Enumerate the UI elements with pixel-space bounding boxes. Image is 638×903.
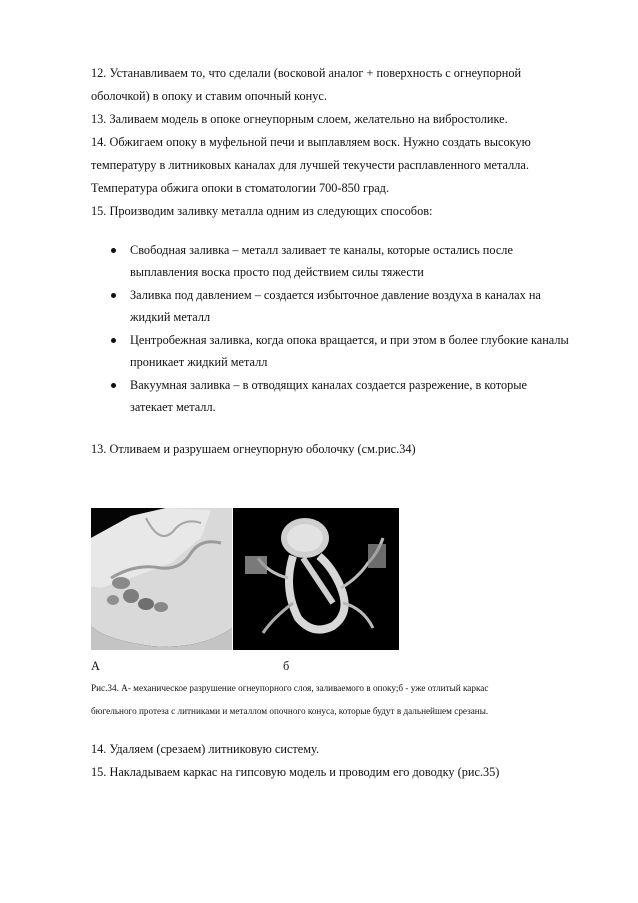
bullet-line: жидкий металл	[130, 310, 211, 324]
figure-photo-a	[91, 508, 232, 650]
paragraph-line: Температура обжига опоки в стоматологии 700-850 град.	[91, 181, 390, 195]
paragraph-line: 13. Отливаем и разрушаем огнеупорную оболочку (см.рис.34)	[91, 442, 416, 456]
bullet-line: Центробежная заливка, когда опока вращается, и при этом в более глубокие каналы	[130, 333, 569, 347]
paragraph-line: 12. Устанавливаем то, что сделали (восковой аналог + поверхность с огнеупорной	[91, 66, 522, 80]
figure-photo-b	[233, 508, 399, 650]
figure-label-b: б	[283, 659, 290, 673]
bullet-line: Заливка под давлением – создается избыточное давление воздуха в каналах на	[130, 288, 541, 302]
paragraph-line: 14. Обжигаем опоку в муфельной печи и выплавляем воск. Нужно создать высокую	[91, 135, 531, 149]
bullet-line: проникает жидкий металл	[130, 355, 268, 369]
bullet-line: выплавления воска просто под действием силы тяжести	[130, 265, 424, 279]
paragraph-line: 15. Производим заливку металла одним из следующих способов:	[91, 204, 433, 218]
bullet-line: Свободная заливка – металл заливает те каналы, которые остались после	[130, 243, 513, 257]
paragraph-line: 15. Накладываем каркас на гипсовую модель и проводим его доводку (рис.35)	[91, 765, 500, 779]
bullet-icon	[111, 338, 116, 343]
figure-label-a: А	[91, 659, 100, 673]
bullet-line: затекает металл.	[130, 400, 216, 414]
bullet-icon	[111, 383, 116, 388]
paragraph-line: 13. Заливаем модель в опоке огнеупорным слоем, желательно на вибростолике.	[91, 112, 508, 126]
paragraph-line: оболочкой) в опоку и ставим опочный конус.	[91, 89, 327, 103]
bullet-line: Вакуумная заливка – в отводящих каналах создается разрежение, в которые	[130, 378, 527, 392]
paragraph-line: температуру в литниковых каналах для лучшей текучести расплавленного металла.	[91, 158, 529, 172]
bullet-icon	[111, 293, 116, 298]
figure-caption-line: Рис.34. А- механическое разрушение огнеупорного слоя, заливаемого в опоку;б - уже отлитый каркас	[91, 683, 489, 693]
bullet-icon	[111, 248, 116, 253]
figure-caption-line: бюгельного протеза с литниками и металлом опочного конуса, которые будут в дальнейшем срезаны.	[91, 706, 489, 716]
paragraph-line: 14. Удаляем (срезаем) литниковую систему.	[91, 742, 320, 756]
